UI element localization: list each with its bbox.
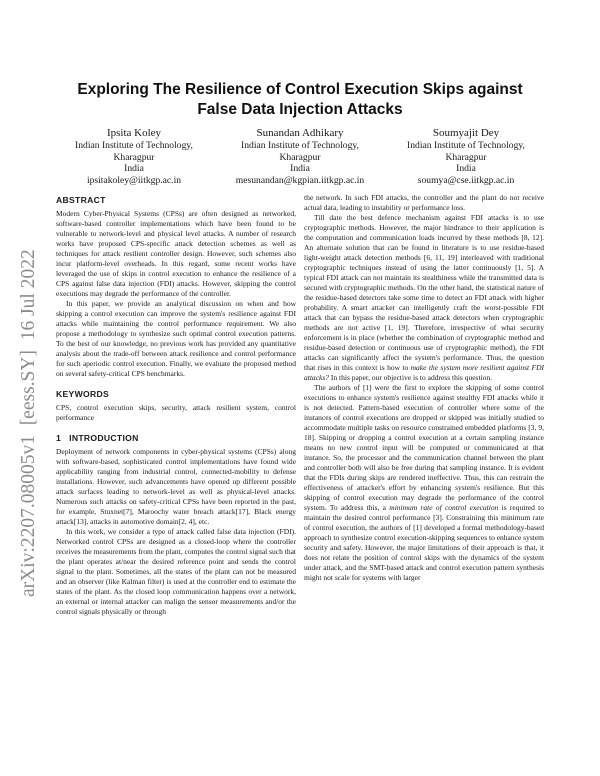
author-affiliation: Indian Institute of Technology, Kharagpur <box>241 140 359 163</box>
keywords-section <box>56 389 296 423</box>
author-1 <box>56 127 212 187</box>
body-paragraph-continued: the network. In such FDI attacks, the controller and the plant do not receive actual data, leading to instability or performance loss. <box>304 193 544 212</box>
italic-phrase: minimum rate of control execution <box>389 503 499 512</box>
arxiv-identifier-stamp <box>4 185 48 605</box>
paragraph-text: Till date the best defence mechanism against FDI attacks is to use cryptographic methods. However, the major hindrance to their application is the computation and communication loads incurred by these methods [8, 12]. An alternate solution that can be found in literature is to use residue-based light-weight attack detection methods [6, 11, 19] interleaved with traditional cryptographic techniques instead of using the latter continuously [1, 5]. A typical FDI attack can not maintain its stealthiness while the transmitted data is secured with cryptographic methods. On the other hand, the statistical nature of the residue-based detectors take some time to detect an FDI attack with higher probability. A smart attacker can intelligently craft the worst-possible FDI attack that can bypass the residue-based attack detectors when cryptographic methods are not active [1, 19]. Therefore, irrespective of what security enforcement is in place (whether the combination of cryptographic method and residue-based detection or continuous use of cryptographic method), the FDI attacks can significantly affect the system's performance. Thus, the question that rises in this context is how to <box>304 213 544 372</box>
author-email: soumya@cse.iitkgp.ac.in <box>417 175 515 187</box>
author-country: India <box>290 163 310 175</box>
author-name: Sunandan Adhikary <box>256 127 344 139</box>
abstract-paragraph-1: Modern Cyber-Physical Systems (CPSs) are often designed as networked, software-based controller implementations which have been found to be vulnerable to network-level and physical level attacks. A number of research works have proposed CPS-specific attack detection schemes as well as techniques for attack resilient controller design. However, such schemes also incur platform-level overheads. In this regard, some recent works have leveraged the use of skips in control execution to enhance the resilience of a CPS against false data injection (FDI) attacks. However, skipping the control executions may degrade the performance of the controller. <box>56 209 296 298</box>
italic-question: make the system more resilient against FDI attacks? <box>304 363 544 382</box>
author-country: India <box>456 163 476 175</box>
keywords-heading: KEYWORDS <box>56 389 110 399</box>
author-affiliation: Indian Institute of Technology, Kharagpur <box>75 140 193 163</box>
introduction-paragraph-2: In this work, we consider a type of attack called false data injection (FDI). Networked control CPSs are designed as a closed-loop where the controller receives the measurements from the plant, computes the control signal such that the plant operates at/near the desired reference point and sends the control signal to the plant. Sometimes, all the states of the plant can not be measured and an observer (like Kalman filter) is used at the controller end to estimate the states of the plant. As the closed loop communication happens over a network, an external or internal attacker can malign the sensor measurements and/or the control signals physically or through <box>56 527 296 616</box>
author-block <box>56 127 544 187</box>
paragraph-text: The authors of [1] were the first to explore the skipping of some control executions to enhance system's resilience against stealthy FDI attacks while it is not detected. Pattern-based execution of controller where some of the instances of control executions are dropped or skipped was initially studied to accommodate multiple tasks on resource constrained embedded platforms [3, 9, 18]. Skipping or dropping a control execution at a certain sampling instance means no new control input will be computed or communicated at that instance. So, the processor and the communication channel between the plant and controller both will also be free during that sampling instance. It is evident that the FDIs during skips are rendered ineffective. Thus, this can restrain the effectiveness of attacker's effort by enhancing system's resilience. But this skipping of control execution may degrade the performance of the control system. To address this, a <box>304 383 544 512</box>
author-email: ipsitakoley@iitkgp.ac.in <box>86 175 182 187</box>
body-paragraph-skipping <box>304 383 544 583</box>
author-name: Soumyajit Dey <box>432 127 500 139</box>
body-paragraph-defence <box>304 213 544 383</box>
introduction-paragraph-1: Deployment of network components in cyber-physical systems (CPSs) along with software-based, sophisticated control implementations have found wide applicability ranging from industrial control, connected-mobility to defense installations. However, such advancements have opened up different possible attack surfaces leading to network-level as well as physical-level attacks. Numerous such attacks on safety-critical CPSs have been reported in the past, for example, Stuxnet[7], Maroochy water breach attack[17], Black energy attack[13], attacks in automotive domain[2, 4], etc. <box>56 447 296 526</box>
author-name: Ipsita Koley <box>106 127 162 139</box>
paper-title: Exploring The Resilience of Control Execution Skips against False Data Injection Attacks <box>77 81 523 118</box>
author-2 <box>222 127 378 187</box>
arxiv-stamp-text: arXiv:2207.08005v1 [eess.SY] 16 Jul 2022 <box>18 249 39 597</box>
author-3 <box>388 127 544 187</box>
author-country: India <box>124 163 144 175</box>
abstract-paragraph-2: In this paper, we provide an analytical discussion on when and how skipping a control execution can improve the system's resilience against FDI attacks while maintaining the control performance requirement. We also propose a methodology to synthesize such optimal control execution patterns. To the best of our knowledge, no previous work has provided any quantitative analysis about the trade-off between attack resilience and control performance for such aperiodic control execution. Finally, we evaluate the proposed method on several safety-critical CPS benchmarks. <box>56 299 296 378</box>
author-email: mesunandan@kgpian.iitkgp.ac.in <box>235 175 365 187</box>
keywords-text: CPS, control execution skips, security, attack resilient system, control performance <box>56 403 296 422</box>
author-affiliation: Indian Institute of Technology, Kharagpur <box>407 140 525 163</box>
introduction-heading: 1 INTRODUCTION <box>56 433 139 443</box>
right-column <box>304 193 544 583</box>
paragraph-text-end: is required to maintain the desired control performance [3]. Constraining this minimum rate of control execution, the authors of [1] developed a formal methodology-based approach to synthesize control execution-skipping sequences to enhance system security and safety. However, the major limitations of their approach is that, it does not relate the position of control skips with the dynamics of the system under attack, and the SMT-based attack and control execution pattern synthesis might not scale for systems with larger <box>304 503 545 582</box>
left-column <box>56 195 296 617</box>
paragraph-text-end: In this paper, our objective is to address this question. <box>330 373 493 382</box>
introduction-section <box>56 433 296 617</box>
abstract-heading: ABSTRACT <box>56 195 106 205</box>
